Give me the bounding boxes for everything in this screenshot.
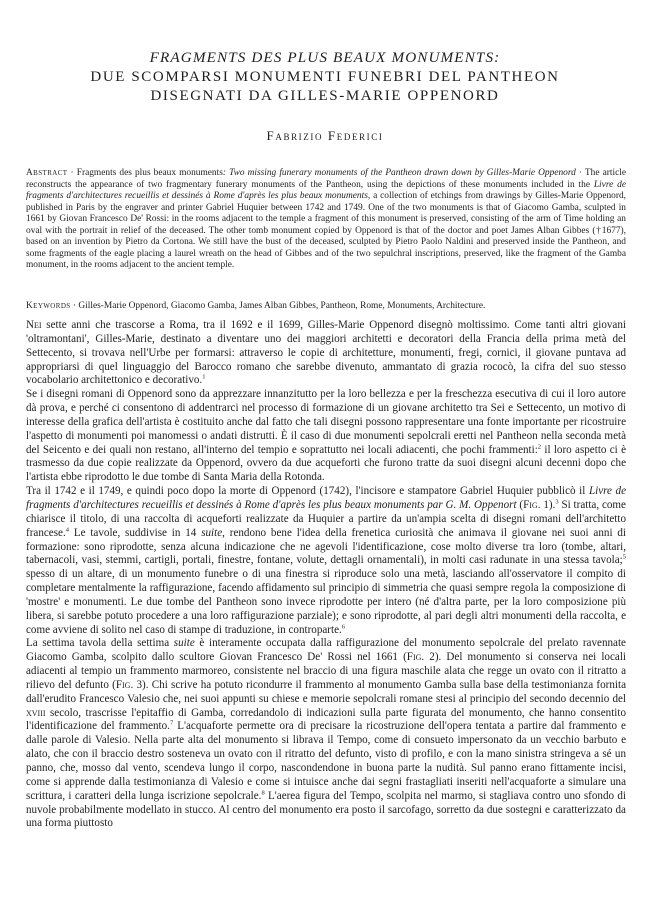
paragraph-4 <box>26 637 626 831</box>
p4-text-d: ). Chi scrive ha potuto ricondurre il frammento al monumento Gamba sulla base della testimonianza fornita dall'erudito Francesco Valesio che, nei suoi appunti su chiese e memorie sepolcrali romane stesi al principio del secondo decennio del <box>26 678 627 705</box>
p3-text-e: Le tavole, suddivise in 14 <box>68 526 202 539</box>
drop-lead: Nei <box>26 319 42 331</box>
p3-text-f: , rendono bene l'idea della frenetica curiosità che animava il giovane nei suoi anni di formazione: sono riprodotte, senza alcuna indicazione che ne agevoli l'identificazione, cose molto diverse tra loro (tombe, altari, tabernacoli, vasi, stemmi, cartigli, portali, finestre, fontane, volute, dettagli ornamentali), in molti casi radunate in una stessa tavola; <box>26 526 626 567</box>
abstract-livre-title: Livre de fragments d'architectures recueillis et dessinés à Rome d'après les plus beaux monuments <box>26 179 626 201</box>
keywords <box>26 301 626 313</box>
abstract-text-b: , a collection of etchings from drawings by Gilles-Marie Oppenord, published in Paris by the engraver and printer Gabriel Huquier between 1742 and 1749. One of the two monuments is that of Giacomo Gamba, sculpted in 1661 by Giovan Francesco De' Rossi: in the rooms adjacent to the temple a fragment of this monument is preserved, consisting of the arm of Time holding an oval with the portrait in relief of the deceased. The other tomb monument copied by Oppenord is that of the doctor and poet James Alban Gibbes (†1677), based on an invention by Pietro da Cortona. We still have the bust of the deceased, sculpted by Pietro Paolo Naldini and preserved inside the Pantheon, and some fragments of the eagle placing a laurel wreath on the head of Gibbes and of the two sepulchral inscriptions, preserved, like the fragment of the Gamba monument, in the rooms adjacent to the ancient temple. <box>26 191 627 270</box>
figure-ref-3[interactable]: Fig. 3 <box>115 678 143 691</box>
paragraph-1 <box>26 319 626 388</box>
paragraph-3 <box>26 485 626 637</box>
article-title <box>0 48 650 107</box>
footnote-ref[interactable]: 8 <box>261 789 265 796</box>
paragraph-2 <box>26 388 626 485</box>
p3-text-b: ( <box>516 498 524 511</box>
footnote-ref[interactable]: 7 <box>169 719 174 727</box>
footnote-ref[interactable]: 5 <box>622 553 626 561</box>
title-line-2: DUE SCOMPARSI MONUMENTI FUNEBRI DEL PANTHEON <box>90 68 560 85</box>
p1-text: sette anni che trascorse a Roma, tra il 1692 e il 1699, Gilles-Marie Oppenord disegnò moltissimo. Come tanti altri giovani 'oltramontani', Gilles-Marie, destinato a diventare uno dei maggiori architetti e decoratori della Francia della prima metà del Settecento, si trovava nell'Urbe per formarsi: attraverso le copie di architetture, monumenti, fregi, cornici, il giovane puntava ad appropriarsi di quel linguaggio del Barocco romano che sarebbe divenuto, ammantato di grazia rococò, la cifra del suo stesso vocabolario architettonico e decorativo. <box>26 319 626 387</box>
p3-text-d: Si tratta, come chiarisce il titolo, di una raccolta di acqueforti realizzate da Huquier a partire da un'ampia scelta di disegni romani dell'architetto francese. <box>26 498 626 539</box>
abstract <box>26 168 626 272</box>
p4-text-c: ). Del monumento si conserva nei locali adiacenti al tempio un frammento marmoreo, consistente nel braccio di una figura maschile alata che regge un ovato con il ritratto a rilievo del defunto ( <box>26 651 626 691</box>
footnote-ref[interactable]: 1 <box>202 373 206 381</box>
p3-text-c: ). <box>548 498 556 511</box>
abstract-title: Fragments des plus beaux monuments <box>76 168 223 178</box>
century-numeral: xviii <box>26 706 46 719</box>
keywords-text: · Gilles-Marie Oppenord, Giacomo Gamba, James Alban Gibbes, Pantheon, Rome, Monuments, Architecture. <box>70 301 486 311</box>
abstract-text-a: · The article reconstructs the appearance of two fragmentary funerary monuments of the Pantheon, using the depictions of these monuments included in the <box>26 168 627 190</box>
p4-text-e: secolo, trascrisse l'epitaffio di Gamba, corredandolo di indicazioni sulla parte figurata del monumento, che hanno consentito l'identificazione del frammento. <box>26 706 626 733</box>
p4-text-a: La settima tavola della settima <box>26 637 174 650</box>
p4-text-g: L'aerea figura del Tempo, scolpita nel marmo, si stagliava contro uno sfondo di nuvole probabilmente modellato in stucco. Al centro del monumento era posto il sarcofago, sorretto da due sostegni e caratterizzato da una forma piuttosto <box>26 789 626 830</box>
abstract-label: Abstract <box>26 168 68 178</box>
keywords-label: Keywords <box>26 301 71 311</box>
p3-text-g: spesso di un altare, di un monumento funebre o di una finestra si riproduce solo una metà, lasciando all'osservatore il compito di completare mentalmente la raffigurazione, facendo affidamento sul principio di simmetria che quasi sempre regola la composizione di 'mostre' e monumenti. Le due tombe del Pantheon sono invece riprodotte per intero (né d'altra parte, per la loro composizione più libera, si sarebbe potuto procedere a una loro raffigurazione parziale); e sono riprodotte, al pari degli altri monumenti della raccolta, e come avviene di solito nel caso di stampe di traduzione, in controparte. <box>26 568 626 636</box>
title-line-1: FRAGMENTS DES PLUS BEAUX MONUMENTS: <box>149 49 501 66</box>
p2-text-b: il loro aspetto ci è trasmesso da due copie realizzate da Oppenord, ovvero da due acqueforti che furono tratte da suoi disegni alcuni decenni dopo che l'artista ebbe riprodotto le due tombe di Santa Maria della Rotonda. <box>26 443 627 484</box>
figure-ref-2[interactable]: Fig. 2 <box>406 651 435 664</box>
abstract-separator: · <box>67 168 77 178</box>
figure-ref-1[interactable]: Fig. 1 <box>523 498 549 511</box>
p3-text-a: Tra il 1742 e il 1749, e quindi poco dopo la morte di Oppenord (1742), l'incisore e stampatore Gabriel Huquier pubblicò il <box>26 485 589 498</box>
footnote-ref[interactable]: 6 <box>341 622 346 630</box>
article-body <box>26 319 626 831</box>
footnote-ref[interactable]: 3 <box>555 498 559 506</box>
title-line-3: DISEGNATI DA GILLES-MARIE OPPENORD <box>150 88 500 104</box>
author-name: Fabrizio Federici <box>266 128 384 143</box>
livre-title: Livre de fragments d'architectures recueillis et dessinés à Rome d'après les plus beaux monuments par G. M. Oppenort <box>26 485 626 511</box>
suite-word: suite <box>173 637 195 650</box>
p2-text-a: Se i disegni romani di Oppenord sono da apprezzare innanzitutto per la loro bellezza e per la freschezza esecutiva di cui il loro autore dà prova, e perché ci consentono di addentrarci nel processo di formazione di un giovane architetto tra Sei e Settecento, un motivo di interesse della grafica dell'artista è costituito anche dal fatto che tali disegni possono rappresentare una fonte importante per ricostruire l'aspetto di monumenti poi manomessi o andati distrutti. È il caso di due monumenti sepolcrali eretti nel Pantheon nella seconda metà del Seicento e dei quali non restano, all'interno del tempio e soprattutto nei locali adiacenti, che pochi frammenti: <box>26 388 626 456</box>
suite-word: suite <box>201 526 223 539</box>
p4-text-f: L'acquaforte permette ora di precisare la ricostruzione dell'opera tentata a partire dal frammento e dalle parole di Valesio. Nella parte alta del monumento si librava il Tempo, come di consueto impersonato da un vecchio barbuto e alato, che con il braccio destro sosteneva un ovato con il ritratto del defunto, visto di profilo, e con la mano sinistra stringeva a sé un panno, che, mosso dal vento, scendeva lungo il corpo, nascondendone in buona parte la nudità. Sul panno erano fittamente incisi, come si apprende dalla testimonianza di Valesio e come si intuisce anche dai segni frastagliati inseriti nell'acquaforte a simulare una scrittura, i caratteri della lunga iscrizione sepolcrale. <box>26 720 626 802</box>
p4-text-b: è interamente occupata dalla raffigurazione del monumento sepolcrale del prelato ravennate Giacomo Gamba, scolpito dallo scultore Giovan Francesco De' Rossi nel 1661 ( <box>26 637 626 664</box>
footnote-ref[interactable]: 4 <box>65 525 69 533</box>
abstract-title-italic: : Two missing funerary monuments of the Pantheon drawn down by Gilles-Marie Oppenord <box>222 168 576 178</box>
footnote-ref[interactable]: 2 <box>537 442 542 450</box>
